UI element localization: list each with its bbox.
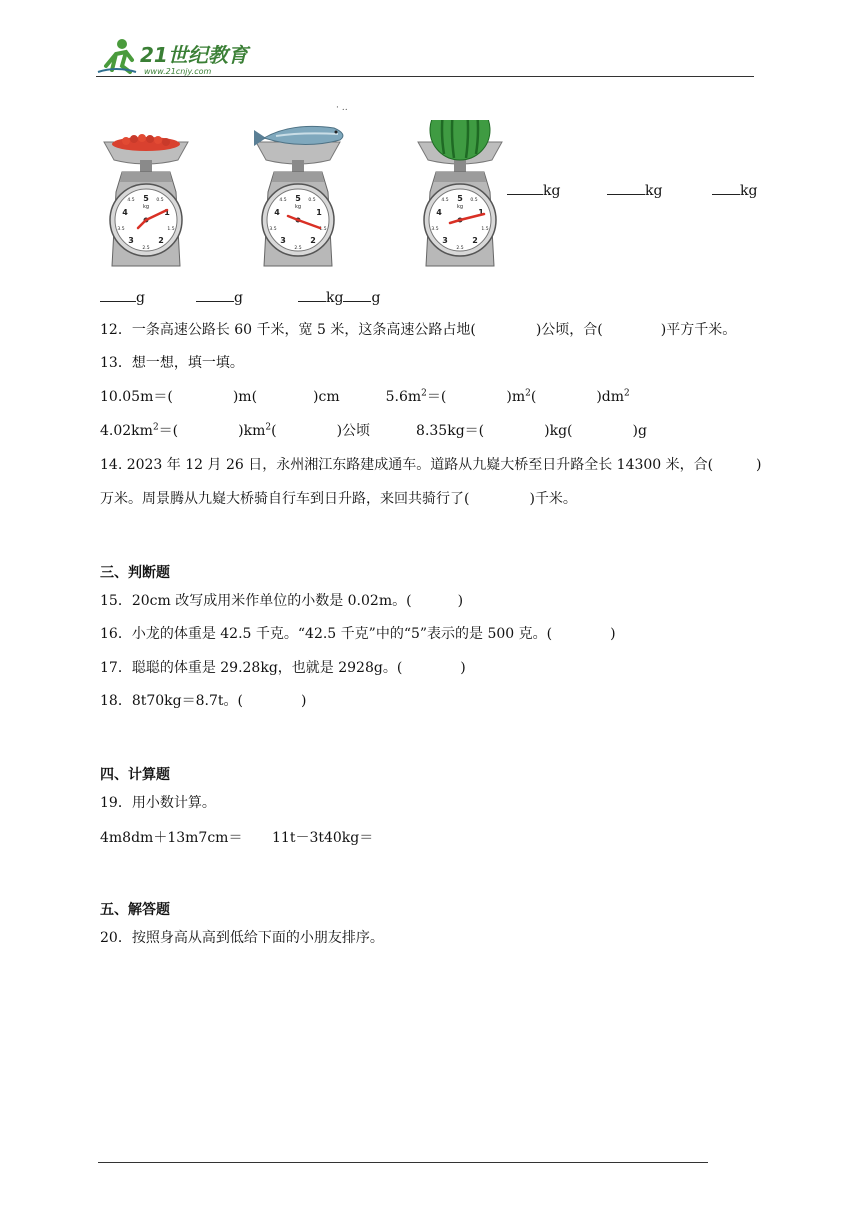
footer-rule <box>98 1162 708 1163</box>
scale-answer-1: kg <box>507 180 560 201</box>
section-5-title: 五、解答题 <box>100 902 170 918</box>
question-17: 17．聪聪的体重是 29.28kg，也就是 2928g。( ) <box>100 660 466 676</box>
question-19-expr2: 11t－3t40kg＝ <box>272 830 374 846</box>
blank[interactable] <box>196 287 234 302</box>
section-3-title: 三、判断题 <box>100 565 170 581</box>
blank[interactable] <box>507 180 543 195</box>
logo-title: 21世纪教育 <box>140 43 248 67</box>
question-14-paren-end: ) <box>756 457 762 473</box>
scale-answer-4: g <box>100 287 145 308</box>
scale-answer-6: kg g <box>298 287 380 308</box>
question-18: 18．8t70kg＝8.7t。( ) <box>100 693 307 709</box>
scale-answer-5: g <box>196 287 243 308</box>
section-4-title: 四、计算题 <box>100 767 170 783</box>
runner-icon <box>98 39 136 72</box>
question-16: 16．小龙的体重是 42.5 千克。“42.5 千克”中的“5”表示的是 500 克。( ) <box>100 626 616 642</box>
scale-answer-2: kg <box>607 180 662 201</box>
question-19-title: 19．用小数计算。 <box>100 795 216 811</box>
question-12: 12．一条高速公路长 60 千米，宽 5 米，这条高速公路占地( )公顷，合( )平方千米。 <box>100 322 737 338</box>
question-19-expr1: 4m8dm＋13m7cm＝ <box>100 830 243 846</box>
cherries-icon <box>112 134 180 151</box>
header-rule <box>96 76 754 77</box>
scale-fish <box>254 126 343 266</box>
question-15: 15．20cm 改写成用米作单位的小数是 0.02m。( ) <box>100 593 464 609</box>
scale-cherries <box>104 134 188 266</box>
question-20: 20．按照身高从高到低给下面的小朋友排序。 <box>100 930 384 946</box>
blank[interactable] <box>100 287 136 302</box>
logo-url: www.21cnjy.com <box>144 67 212 76</box>
blank[interactable] <box>607 180 645 195</box>
question-13-row1: 10.05m＝( )m( )cm $5.6m^2=$( )$m^2$( )$dm^2$ <box>100 388 630 405</box>
blank[interactable] <box>298 287 326 302</box>
scale-watermelon <box>418 120 502 266</box>
site-logo <box>96 36 266 78</box>
scale-answer-3: kg <box>712 180 757 201</box>
question-13-title: 13．想一想，填一填。 <box>100 355 244 371</box>
stray-mark: · ‥ <box>336 103 348 113</box>
blank[interactable] <box>712 180 740 195</box>
question-13-row2: $4.02km^2=$( )$km^2$( )公顷 8.35kg＝( )kg( )g <box>100 422 647 439</box>
scales-figure <box>100 120 510 270</box>
question-14-line2: 万米。周景腾从九嶷大桥骑自行车到日升路，来回共骑行了( )千米。 <box>100 491 577 507</box>
question-14-line1: 14. 2023 年 12 月 26 日，永州湘江东路建成通车。道路从九嶷大桥至日升路全长 14300 米，合( <box>100 457 714 473</box>
blank[interactable] <box>343 287 371 302</box>
